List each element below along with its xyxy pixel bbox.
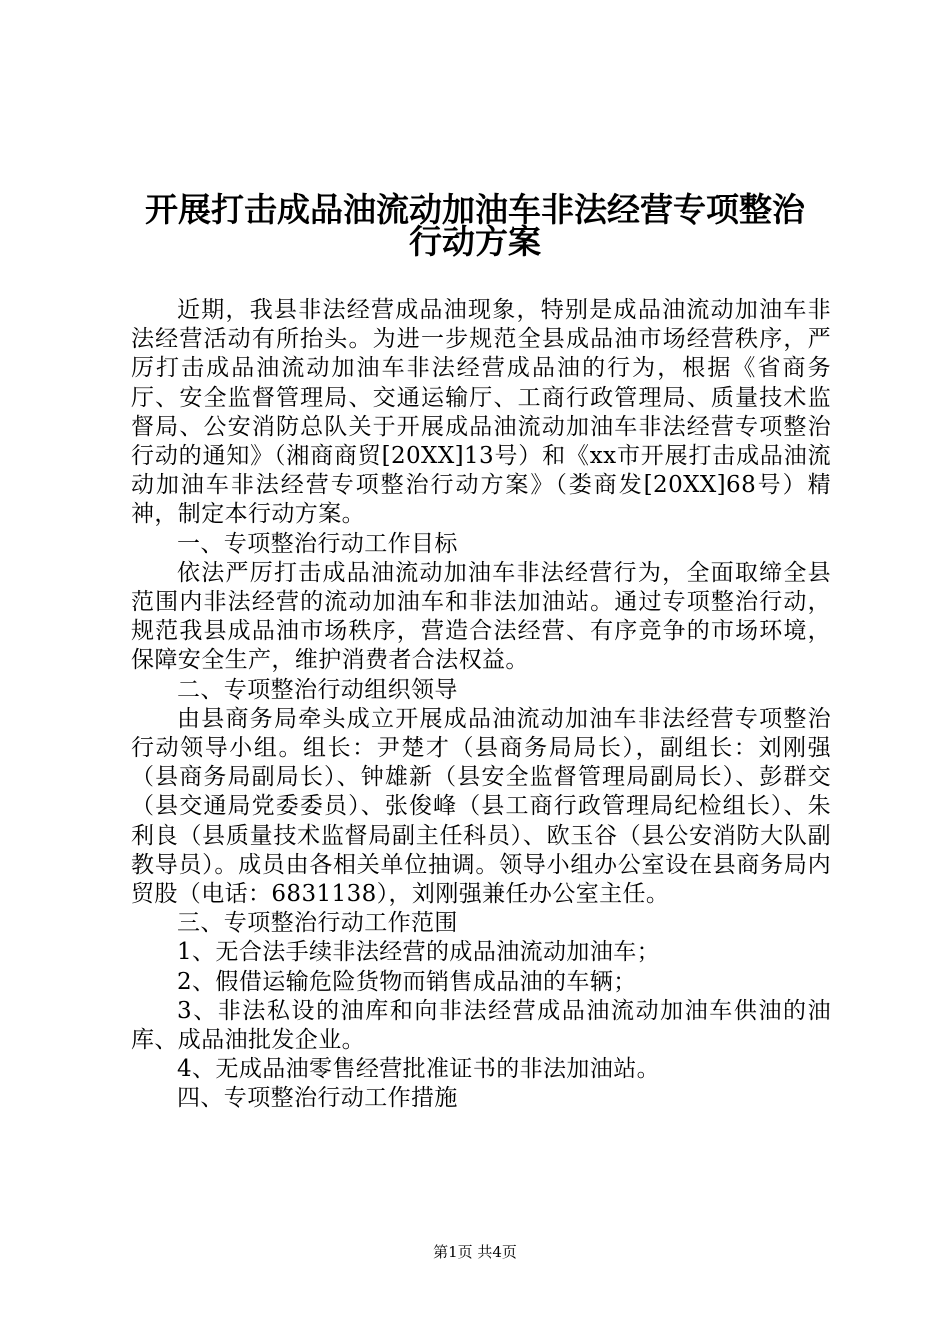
list-item-2: 2、假借运输危险货物而销售成品油的车辆； [177, 968, 637, 995]
paragraph-leadership: 由县商务局牵头成立开展成品油流动加油车非法经营专项整治行动领导小组。组长：尹楚才（县商务局局长），副组长：刘刚强（县商务局副局长）、钟雄新（县安全监督管理局副局长）、彭群交（县交通局党委委员）、张俊峰（县工商行政管理局纪检组长）、朱利良（县质量技术监督局副主任科员）、欧玉谷（县公安消防大队副教导员）。成员由各相关单位抽调。领导小组办公室设在县商务局内贸股（电话：6831138），刘刚强兼任办公室主任。 [131, 705, 831, 908]
section-heading-2: 二、专项整治行动组织领导 [177, 676, 458, 703]
document-title-line2: 行动方案 [409, 222, 541, 261]
section-heading-4: 四、专项整治行动工作措施 [177, 1085, 458, 1112]
document-title-line1: 开展打击成品油流动加油车非法经营专项整治 [145, 190, 805, 229]
section-heading-1: 一、专项整治行动工作目标 [177, 530, 458, 557]
list-item-3: 3、非法私设的油库和向非法经营成品油流动加油车供油的油库、成品油批发企业。 [131, 997, 831, 1054]
paragraph-goals: 依法严厉打击成品油流动加油车非法经营行为，全面取缔全县范围内非法经营的流动加油车和非法加油站。通过专项整治行动，规范我县成品油市场秩序，营造合法经营、有序竞争的市场环境，保障安全生产，维护消费者合法权益。 [131, 559, 831, 674]
page-footer: 第1页 共4页 [433, 1243, 517, 1261]
list-item-4: 4、无成品油零售经营批准证书的非法加油站。 [177, 1056, 661, 1083]
document-body [131, 296, 831, 1114]
paragraph-intro: 近期，我县非法经营成品油现象，特别是成品油流动加油车非法经营活动有所抬头。为进一步规范全县成品油市场经营秩序，严厉打击成品油流动加油车非法经营成品油的行为，根据《省商务厅、安全监督管理局、交通运输厅、工商行政管理局、质量技术监督局、公安消防总队关于开展成品油流动加油车非法经营专项整治行动的通知》（湘商商贸[20XX]13号）和《xx市开展打击成品油流动加油车非法经营专项整治行动方案》（娄商发[20XX]68号）精神，制定本行动方案。 [131, 297, 831, 528]
list-item-1: 1、无合法手续非法经营的成品油流动加油车； [177, 939, 661, 966]
section-heading-3: 三、专项整治行动工作范围 [177, 910, 458, 937]
